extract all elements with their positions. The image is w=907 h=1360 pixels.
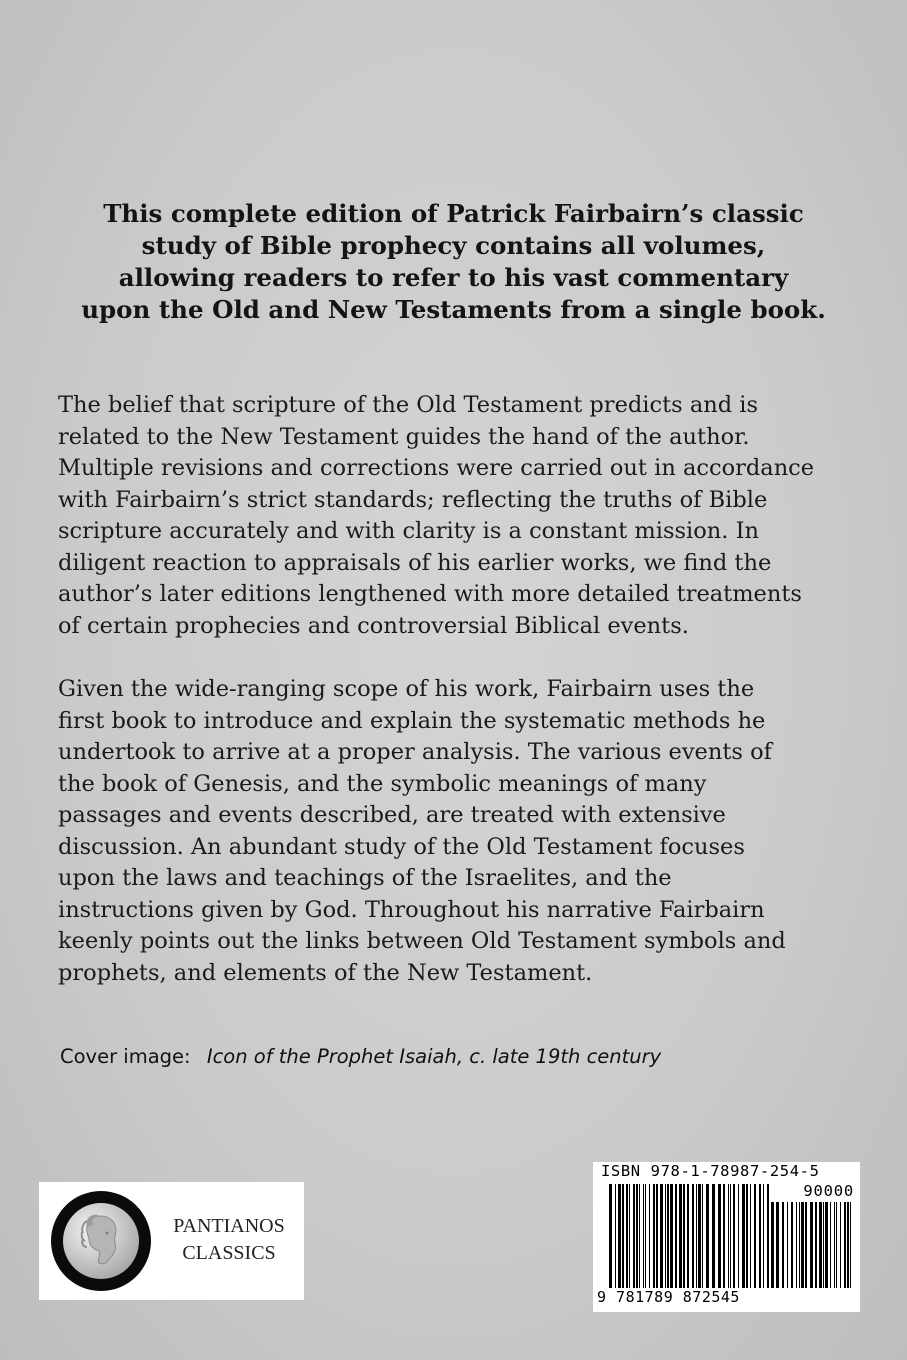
- paragraph-line: of certain prophecies and controversial Biblical events.: [58, 612, 689, 639]
- barcode-bars: [609, 1184, 769, 1288]
- paragraph-line: diligent reaction to appraisals of his earlier works, we find the: [58, 549, 772, 576]
- paragraph-line: passages and events described, are treated with extensive: [58, 802, 726, 828]
- paragraph-line: scripture accurately and with clarity is a constant mission. In: [58, 518, 759, 544]
- price-code: 90000: [803, 1182, 854, 1200]
- publisher-logo: [39, 1182, 304, 1300]
- intro-blurb: [40, 198, 867, 326]
- cover-image-credit: [60, 1045, 661, 1068]
- paragraph-line: Multiple revisions and corrections were carried out in accordance: [58, 455, 815, 481]
- paragraph-line: author’s later editions lengthened with more detailed treatments: [58, 581, 802, 607]
- intro-line: study of Bible prophecy contains all volumes,: [141, 231, 766, 260]
- ean-digits: 9 781789 872545: [597, 1288, 740, 1306]
- paragraph-line: the book of Genesis, and the symbolic meanings of many: [58, 770, 707, 797]
- paragraph-line: upon the laws and teachings of the Israelites, and the: [58, 865, 672, 891]
- credit-label: Cover image:: [60, 1045, 191, 1068]
- intro-line: upon the Old and New Testaments from a single book.: [81, 295, 826, 324]
- paragraph-line: The belief that scripture of the Old Testament predicts and is: [58, 392, 759, 418]
- paragraph-line: Given the wide-ranging scope of his work, Fairbairn uses the: [58, 676, 755, 702]
- isbn-label: ISBN 978-1-78987-254-5: [601, 1162, 820, 1180]
- paragraph-line: prophets, and elements of the New Testament.: [58, 959, 593, 986]
- paragraph-line: with Fairbairn’s strict standards; reflecting the truths of Bible: [58, 486, 768, 513]
- intro-line: This complete edition of Patrick Fairbairn’s classic: [103, 199, 804, 228]
- paragraph-line: keenly points out the links between Old Testament symbols and: [58, 928, 786, 954]
- paragraph-line: discussion. An abundant study of the Old Testament focuses: [58, 833, 745, 860]
- publisher-name-line2: CLASSICS: [182, 1242, 276, 1264]
- description-paragraph-2: [58, 674, 858, 989]
- publisher-name-line1: PANTIANOS: [173, 1215, 285, 1237]
- publisher-name: [159, 1213, 299, 1267]
- paragraph-line: first book to introduce and explain the systematic methods he: [58, 707, 766, 734]
- coin-profile-icon: [51, 1191, 151, 1291]
- barcode-addon-bars: [771, 1202, 851, 1288]
- description-paragraph-1: [58, 390, 858, 642]
- paragraph-line: instructions given by God. Throughout his narrative Fairbairn: [58, 896, 765, 923]
- intro-line: allowing readers to refer to his vast commentary: [118, 263, 789, 292]
- credit-title: Icon of the Prophet Isaiah, c. late 19th century: [206, 1045, 662, 1068]
- paragraph-line: undertook to arrive at a proper analysis. The various events of: [58, 739, 772, 765]
- isbn-barcode: [593, 1162, 860, 1312]
- paragraph-line: related to the New Testament guides the hand of the author.: [58, 423, 750, 450]
